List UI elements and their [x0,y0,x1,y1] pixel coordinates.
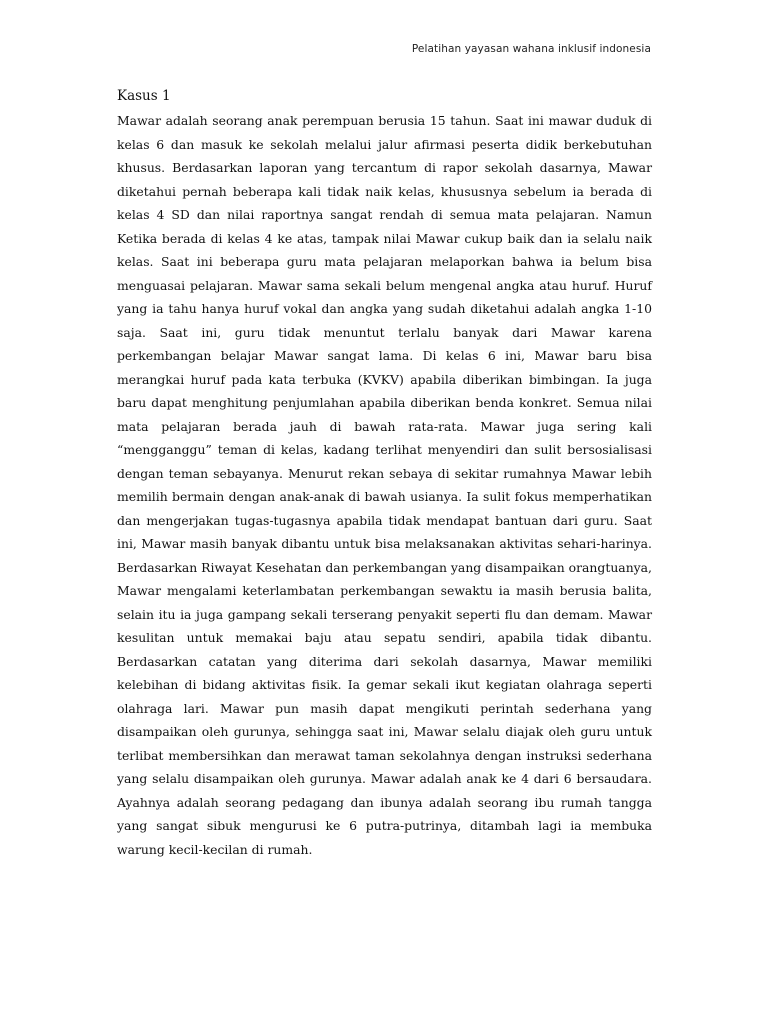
document-content [117,86,652,861]
case-title: Kasus 1 [117,88,171,104]
page-header: Pelatihan yayasan wahana inklusif indonesia [411,43,651,55]
case-paragraph: Mawar adalah seorang anak perempuan berusia 15 tahun. Saat ini mawar duduk di kelas 6 dan masuk ke sekolah melalui jalur afirmasi peserta didik berkebutuhan khusus. Berdasarkan laporan yang tercantum di rapor sekolah dasarnya, Mawar diketahui pernah beberapa kali tidak naik kelas, khususnya sebelum ia berada di kelas 4 SD dan nilai raportnya sangat rendah di semua mata pelajaran. Namun Ketika berada di kelas 4 ke atas, tampak nilai Mawar cukup baik dan ia selalu naik kelas. Saat ini beberapa guru mata pelajaran melaporkan bahwa ia belum bisa menguasai pelajaran. Mawar sama sekali belum mengenal angka atau huruf. Huruf yang ia tahu hanya huruf vokal dan angka yang sudah diketahui adalah angka 1-10 saja. Saat ini, guru tidak menuntut terlalu banyak dari Mawar karena perkembangan belajar Mawar sangat lama. Di kelas 6 ini, Mawar baru bisa merangkai huruf pada kata terbuka (KVKV) apabila diberikan bimbingan. Ia juga baru dapat menghitung penjumlahan apabila diberikan benda konkret. Semua nilai mata pelajaran berada jauh di bawah rata-rata. Mawar juga sering kali “mengganggu” teman di kelas, kadang terlihat menyendiri dan sulit bersosialisasi dengan teman sebayanya. Menurut rekan sebaya di sekitar rumahnya Mawar lebih memilih bermain dengan anak-anak di bawah usianya. Ia sulit fokus memperhatikan dan mengerjakan tugas-tugasnya apabila tidak mendapat bantuan dari guru. Saat ini, Mawar masih banyak dibantu untuk bisa melaksanakan aktivitas sehari-harinya. Berdasarkan Riwayat Kesehatan dan perkembangan yang disampaikan orangtuanya, Mawar mengalami keterlambatan perkembangan sewaktu ia masih berusia balita, selain itu ia juga gampang sekali terserang penyakit seperti flu dan demam. Mawar kesulitan untuk memakai baju atau sepatu sendiri, apabila tidak dibantu. Berdasarkan catatan yang diterima dari sekolah dasarnya, Mawar memiliki kelebihan di bidang aktivitas fisik. Ia gemar sekali ikut kegiatan olahraga seperti olahraga lari. Mawar pun masih dapat mengikuti perintah sederhana yang disampaikan oleh gurunya, sehingga saat ini, Mawar selalu diajak oleh guru untuk terlibat membersihkan dan merawat taman sekolahnya dengan instruksi sederhana yang selalu disampaikan oleh gurunya. Mawar adalah anak ke 4 dari 6 bersaudara. Ayahnya adalah seorang pedagang dan ibunya adalah seorang ibu rumah tangga yang sangat sibuk mengurusi ke 6 putra-putrinya, ditambah lagi ia membuka warung kecil-kecilan di rumah. [117,113,652,857]
